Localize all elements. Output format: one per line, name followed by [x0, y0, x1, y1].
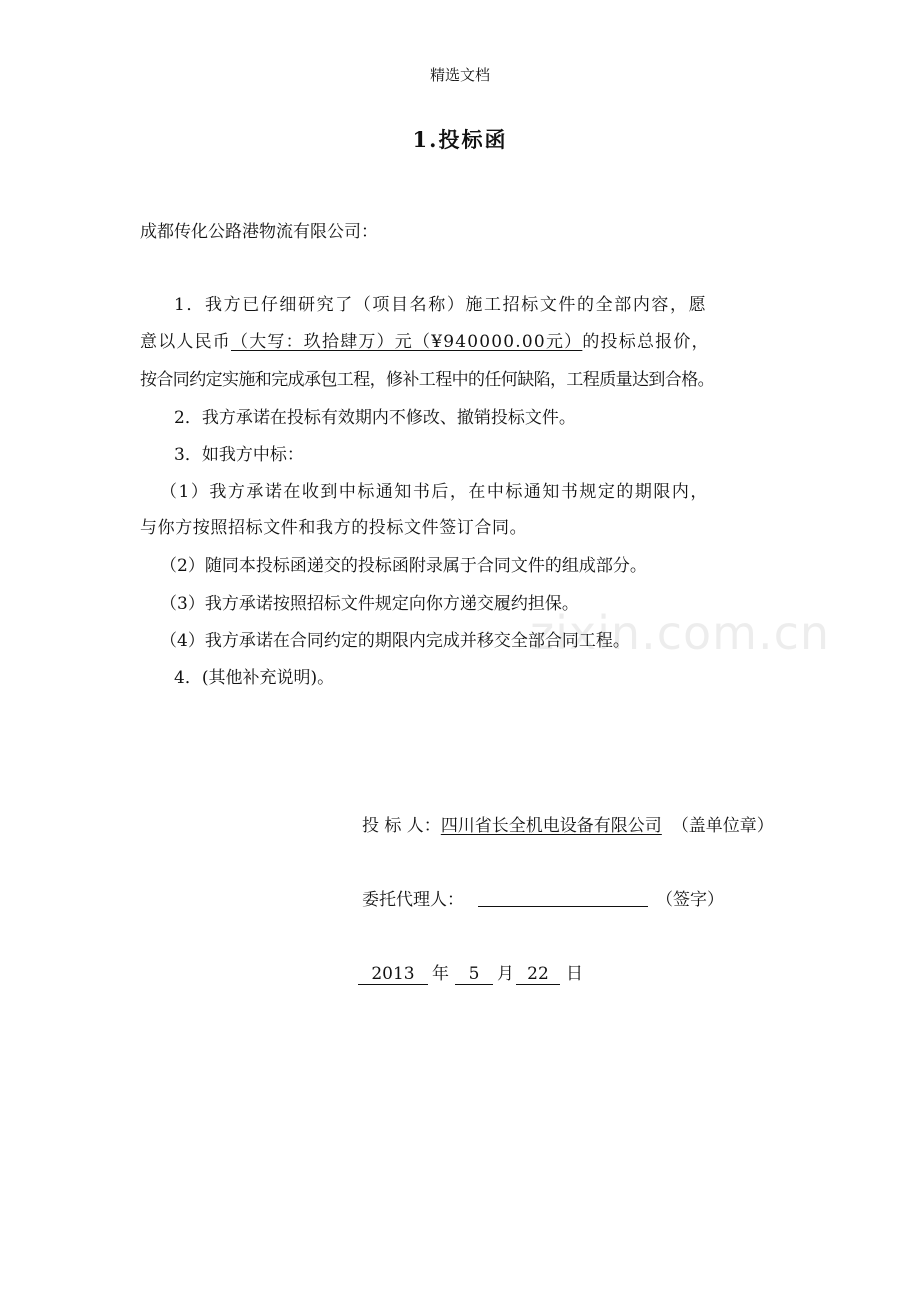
agent-signature-blank: [478, 890, 648, 907]
bidder-label: 投 标 人：: [362, 816, 441, 836]
date-year-unit: 年: [432, 964, 449, 984]
sub4: （4）我方承诺在合同约定的期限内完成并移交全部合同工程。: [160, 631, 630, 651]
agent-line: [362, 888, 724, 912]
sub1-line1: （1）我方承诺在收到中标通知书后，在中标通知书规定的期限内，: [160, 482, 709, 502]
sub1-line2: 与你方按照招标文件和我方的投标文件签订合同。: [140, 518, 528, 538]
para3: 3．如我方中标：: [174, 445, 304, 465]
sub3: （3）我方承诺按照招标文件规定向你方递交履约担保。: [160, 594, 579, 614]
bid-amount: （大写：玖拾肆万）元（¥940000.00元）: [231, 332, 583, 352]
bidder-name: 四川省长全机电设备有限公司: [440, 816, 662, 836]
para1-line3: 按合同约定实施和完成承包工程，修补工程中的任何缺陷，工程质量达到合格。: [140, 370, 714, 390]
agent-label: 委托代理人：: [362, 890, 464, 910]
agent-note: （签字）: [656, 890, 724, 910]
para1-line1: 1．我方已仔细研究了（项目名称）施工招标文件的全部内容，愿: [174, 295, 708, 315]
date-line: [358, 962, 583, 986]
date-day: 22: [516, 962, 560, 985]
sub2: （2）随同本投标函递交的投标函附录属于合同文件的组成部分。: [160, 556, 647, 576]
page-title: 1.投标函: [412, 127, 508, 152]
para1-line2: [140, 330, 710, 354]
date-month: 5: [455, 962, 493, 985]
date-month-unit: 月: [497, 964, 514, 984]
bidder-line: [362, 814, 774, 838]
page-header: 精选文档: [429, 66, 490, 84]
bidder-note: （盖单位章）: [671, 816, 774, 836]
addressee: 成都传化公路港物流有限公司：: [140, 222, 378, 242]
para4: 4．(其他补充说明)。: [174, 668, 335, 688]
para2: 2．我方承诺在投标有效期内不修改、撤销投标文件。: [174, 408, 576, 428]
watermark: zixin.com.cn: [530, 606, 831, 660]
date-day-unit: 日: [566, 964, 583, 984]
para1-pre: 意以人民币: [140, 332, 231, 352]
date-year: 2013: [358, 962, 428, 985]
para1-post: 的投标总报价，: [582, 332, 710, 352]
